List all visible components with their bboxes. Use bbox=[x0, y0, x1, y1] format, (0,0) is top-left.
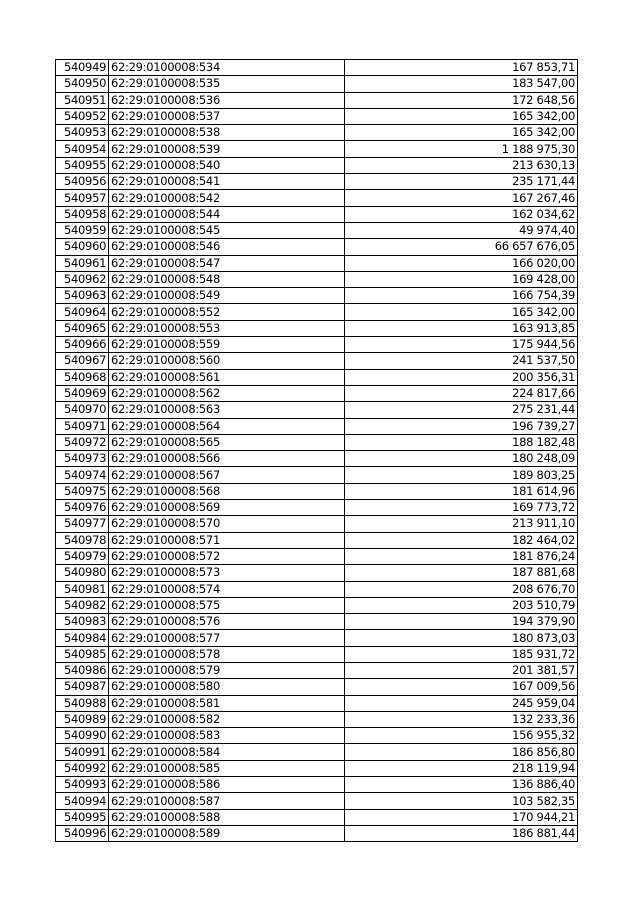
cadastral-number-cell: 62:29:0100008:538 bbox=[109, 125, 345, 141]
table-row bbox=[56, 92, 578, 108]
row-id-cell: 540967 bbox=[56, 353, 109, 369]
cadastral-number-cell: 62:29:0100008:584 bbox=[109, 744, 345, 760]
cadastral-number-cell: 62:29:0100008:534 bbox=[109, 60, 345, 76]
cadastral-number-cell: 62:29:0100008:553 bbox=[109, 320, 345, 336]
cadastral-value-cell: 194 379,90 bbox=[345, 614, 578, 630]
table-row bbox=[56, 385, 578, 401]
cadastral-value-cell: 182 464,02 bbox=[345, 532, 578, 548]
row-id-cell: 540955 bbox=[56, 157, 109, 173]
row-id-cell: 540972 bbox=[56, 434, 109, 450]
cadastral-number-cell: 62:29:0100008:568 bbox=[109, 483, 345, 499]
table-row bbox=[56, 174, 578, 190]
row-id-cell: 540986 bbox=[56, 662, 109, 678]
cadastral-value-cell: 156 955,32 bbox=[345, 728, 578, 744]
row-id-cell: 540980 bbox=[56, 565, 109, 581]
table-row bbox=[56, 239, 578, 255]
cadastral-number-cell: 62:29:0100008:537 bbox=[109, 108, 345, 124]
cadastral-value-cell: 162 034,62 bbox=[345, 206, 578, 222]
cadastral-number-cell: 62:29:0100008:573 bbox=[109, 565, 345, 581]
cadastral-number-cell: 62:29:0100008:588 bbox=[109, 809, 345, 825]
cadastral-number-cell: 62:29:0100008:562 bbox=[109, 385, 345, 401]
table-row bbox=[56, 108, 578, 124]
row-id-cell: 540953 bbox=[56, 125, 109, 141]
cadastral-number-cell: 62:29:0100008:575 bbox=[109, 597, 345, 613]
cadastral-number-cell: 62:29:0100008:587 bbox=[109, 793, 345, 809]
row-id-cell: 540978 bbox=[56, 532, 109, 548]
row-id-cell: 540977 bbox=[56, 516, 109, 532]
cadastral-value-cell: 224 817,66 bbox=[345, 385, 578, 401]
table-row bbox=[56, 597, 578, 613]
cadastral-number-cell: 62:29:0100008:579 bbox=[109, 662, 345, 678]
cadastral-value-cell: 208 676,70 bbox=[345, 581, 578, 597]
cadastral-number-cell: 62:29:0100008:559 bbox=[109, 337, 345, 353]
cadastral-number-cell: 62:29:0100008:536 bbox=[109, 92, 345, 108]
cadastral-value-cell: 170 944,21 bbox=[345, 809, 578, 825]
cadastral-number-cell: 62:29:0100008:565 bbox=[109, 434, 345, 450]
cadastral-value-cell: 172 648,56 bbox=[345, 92, 578, 108]
table-row bbox=[56, 353, 578, 369]
cadastral-value-cell: 169 428,00 bbox=[345, 271, 578, 287]
row-id-cell: 540973 bbox=[56, 451, 109, 467]
cadastral-number-cell: 62:29:0100008:582 bbox=[109, 711, 345, 727]
cadastral-value-cell: 203 510,79 bbox=[345, 597, 578, 613]
cadastral-number-cell: 62:29:0100008:581 bbox=[109, 695, 345, 711]
table-row bbox=[56, 222, 578, 238]
cadastral-value-cell: 275 231,44 bbox=[345, 402, 578, 418]
table-row bbox=[56, 157, 578, 173]
row-id-cell: 540958 bbox=[56, 206, 109, 222]
cadastral-value-cell: 213 630,13 bbox=[345, 157, 578, 173]
table-row bbox=[56, 337, 578, 353]
cadastral-value-cell: 189 803,25 bbox=[345, 467, 578, 483]
cadastral-value-cell: 103 582,35 bbox=[345, 793, 578, 809]
cadastral-value-cell: 181 614,96 bbox=[345, 483, 578, 499]
cadastral-value-cell: 163 913,85 bbox=[345, 320, 578, 336]
cadastral-value-cell: 175 944,56 bbox=[345, 337, 578, 353]
cadastral-number-cell: 62:29:0100008:580 bbox=[109, 679, 345, 695]
table-row bbox=[56, 320, 578, 336]
row-id-cell: 540950 bbox=[56, 76, 109, 92]
cadastral-value-cell: 183 547,00 bbox=[345, 76, 578, 92]
table-row bbox=[56, 288, 578, 304]
cadastral-number-cell: 62:29:0100008:540 bbox=[109, 157, 345, 173]
cadastral-number-cell: 62:29:0100008:569 bbox=[109, 500, 345, 516]
row-id-cell: 540983 bbox=[56, 614, 109, 630]
cadastral-number-cell: 62:29:0100008:541 bbox=[109, 174, 345, 190]
row-id-cell: 540969 bbox=[56, 385, 109, 401]
row-id-cell: 540995 bbox=[56, 809, 109, 825]
cadastral-number-cell: 62:29:0100008:572 bbox=[109, 548, 345, 564]
cadastral-value-cell: 136 886,40 bbox=[345, 777, 578, 793]
cadastral-number-cell: 62:29:0100008:539 bbox=[109, 141, 345, 157]
cadastral-value-cell: 188 182,48 bbox=[345, 434, 578, 450]
cadastral-value-cell: 49 974,40 bbox=[345, 222, 578, 238]
cadastral-value-cell: 132 233,36 bbox=[345, 711, 578, 727]
row-id-cell: 540961 bbox=[56, 255, 109, 271]
cadastral-value-cell: 185 931,72 bbox=[345, 646, 578, 662]
row-id-cell: 540993 bbox=[56, 777, 109, 793]
table-row bbox=[56, 516, 578, 532]
row-id-cell: 540994 bbox=[56, 793, 109, 809]
table-row bbox=[56, 744, 578, 760]
cadastral-number-cell: 62:29:0100008:547 bbox=[109, 255, 345, 271]
cadastral-number-cell: 62:29:0100008:567 bbox=[109, 467, 345, 483]
cadastral-value-cell: 200 356,31 bbox=[345, 369, 578, 385]
cadastral-number-cell: 62:29:0100008:535 bbox=[109, 76, 345, 92]
row-id-cell: 540989 bbox=[56, 711, 109, 727]
table-row bbox=[56, 125, 578, 141]
cadastral-value-cell: 167 267,46 bbox=[345, 190, 578, 206]
table-row bbox=[56, 728, 578, 744]
table-row bbox=[56, 614, 578, 630]
cadastral-number-cell: 62:29:0100008:545 bbox=[109, 222, 345, 238]
row-id-cell: 540960 bbox=[56, 239, 109, 255]
cadastral-value-cell: 186 881,44 bbox=[345, 825, 578, 841]
table-row bbox=[56, 548, 578, 564]
row-id-cell: 540963 bbox=[56, 288, 109, 304]
row-id-cell: 540952 bbox=[56, 108, 109, 124]
cadastral-number-cell: 62:29:0100008:564 bbox=[109, 418, 345, 434]
row-id-cell: 540957 bbox=[56, 190, 109, 206]
cadastral-value-cell: 169 773,72 bbox=[345, 500, 578, 516]
row-id-cell: 540985 bbox=[56, 646, 109, 662]
row-id-cell: 540964 bbox=[56, 304, 109, 320]
row-id-cell: 540996 bbox=[56, 825, 109, 841]
row-id-cell: 540981 bbox=[56, 581, 109, 597]
cadastral-value-cell: 196 739,27 bbox=[345, 418, 578, 434]
table-row bbox=[56, 190, 578, 206]
table-row bbox=[56, 532, 578, 548]
row-id-cell: 540990 bbox=[56, 728, 109, 744]
row-id-cell: 540992 bbox=[56, 760, 109, 776]
row-id-cell: 540970 bbox=[56, 402, 109, 418]
table-row bbox=[56, 304, 578, 320]
row-id-cell: 540949 bbox=[56, 60, 109, 76]
cadastral-number-cell: 62:29:0100008:578 bbox=[109, 646, 345, 662]
cadastral-value-cell: 245 959,04 bbox=[345, 695, 578, 711]
table-row bbox=[56, 565, 578, 581]
row-id-cell: 540987 bbox=[56, 679, 109, 695]
cadastral-number-cell: 62:29:0100008:576 bbox=[109, 614, 345, 630]
table-row bbox=[56, 402, 578, 418]
cadastral-number-cell: 62:29:0100008:586 bbox=[109, 777, 345, 793]
row-id-cell: 540976 bbox=[56, 500, 109, 516]
table-row bbox=[56, 630, 578, 646]
cadastral-number-cell: 62:29:0100008:583 bbox=[109, 728, 345, 744]
row-id-cell: 540988 bbox=[56, 695, 109, 711]
cadastral-number-cell: 62:29:0100008:561 bbox=[109, 369, 345, 385]
cadastral-number-cell: 62:29:0100008:577 bbox=[109, 630, 345, 646]
table-row bbox=[56, 369, 578, 385]
cadastral-value-table bbox=[55, 59, 578, 842]
table-row bbox=[56, 809, 578, 825]
table-row bbox=[56, 141, 578, 157]
cadastral-value-cell: 166 020,00 bbox=[345, 255, 578, 271]
cadastral-number-cell: 62:29:0100008:552 bbox=[109, 304, 345, 320]
row-id-cell: 540975 bbox=[56, 483, 109, 499]
table-row bbox=[56, 679, 578, 695]
table-row bbox=[56, 500, 578, 516]
row-id-cell: 540951 bbox=[56, 92, 109, 108]
table-row bbox=[56, 483, 578, 499]
table-row bbox=[56, 825, 578, 841]
cadastral-value-cell: 235 171,44 bbox=[345, 174, 578, 190]
row-id-cell: 540968 bbox=[56, 369, 109, 385]
table-row bbox=[56, 581, 578, 597]
row-id-cell: 540991 bbox=[56, 744, 109, 760]
cadastral-value-cell: 165 342,00 bbox=[345, 108, 578, 124]
row-id-cell: 540956 bbox=[56, 174, 109, 190]
table-row bbox=[56, 206, 578, 222]
row-id-cell: 540979 bbox=[56, 548, 109, 564]
row-id-cell: 540959 bbox=[56, 222, 109, 238]
table-row bbox=[56, 646, 578, 662]
table-row bbox=[56, 271, 578, 287]
cadastral-value-cell: 167 009,56 bbox=[345, 679, 578, 695]
cadastral-number-cell: 62:29:0100008:542 bbox=[109, 190, 345, 206]
cadastral-number-cell: 62:29:0100008:585 bbox=[109, 760, 345, 776]
table-row bbox=[56, 711, 578, 727]
table-row bbox=[56, 662, 578, 678]
cadastral-value-cell: 180 248,09 bbox=[345, 451, 578, 467]
cadastral-number-cell: 62:29:0100008:548 bbox=[109, 271, 345, 287]
cadastral-number-cell: 62:29:0100008:571 bbox=[109, 532, 345, 548]
cadastral-number-cell: 62:29:0100008:566 bbox=[109, 451, 345, 467]
cadastral-number-cell: 62:29:0100008:549 bbox=[109, 288, 345, 304]
cadastral-value-cell: 1 188 975,30 bbox=[345, 141, 578, 157]
cadastral-value-cell: 166 754,39 bbox=[345, 288, 578, 304]
cadastral-number-cell: 62:29:0100008:589 bbox=[109, 825, 345, 841]
row-id-cell: 540965 bbox=[56, 320, 109, 336]
cadastral-value-cell: 181 876,24 bbox=[345, 548, 578, 564]
table-row bbox=[56, 695, 578, 711]
row-id-cell: 540966 bbox=[56, 337, 109, 353]
table-row bbox=[56, 76, 578, 92]
row-id-cell: 540954 bbox=[56, 141, 109, 157]
row-id-cell: 540982 bbox=[56, 597, 109, 613]
cadastral-number-cell: 62:29:0100008:574 bbox=[109, 581, 345, 597]
table-row bbox=[56, 434, 578, 450]
cadastral-value-cell: 201 381,57 bbox=[345, 662, 578, 678]
cadastral-value-cell: 241 537,50 bbox=[345, 353, 578, 369]
table-row bbox=[56, 777, 578, 793]
cadastral-value-cell: 187 881,68 bbox=[345, 565, 578, 581]
table-row bbox=[56, 255, 578, 271]
cadastral-value-cell: 186 856,80 bbox=[345, 744, 578, 760]
row-id-cell: 540984 bbox=[56, 630, 109, 646]
cadastral-number-cell: 62:29:0100008:570 bbox=[109, 516, 345, 532]
row-id-cell: 540962 bbox=[56, 271, 109, 287]
cadastral-value-cell: 66 657 676,05 bbox=[345, 239, 578, 255]
cadastral-value-cell: 167 853,71 bbox=[345, 60, 578, 76]
cadastral-number-cell: 62:29:0100008:560 bbox=[109, 353, 345, 369]
cadastral-number-cell: 62:29:0100008:544 bbox=[109, 206, 345, 222]
table-row bbox=[56, 760, 578, 776]
cadastral-value-cell: 213 911,10 bbox=[345, 516, 578, 532]
table-row bbox=[56, 793, 578, 809]
table-row bbox=[56, 418, 578, 434]
row-id-cell: 540971 bbox=[56, 418, 109, 434]
cadastral-number-cell: 62:29:0100008:546 bbox=[109, 239, 345, 255]
table-row bbox=[56, 467, 578, 483]
cadastral-number-cell: 62:29:0100008:563 bbox=[109, 402, 345, 418]
cadastral-value-cell: 165 342,00 bbox=[345, 304, 578, 320]
cadastral-value-cell: 218 119,94 bbox=[345, 760, 578, 776]
row-id-cell: 540974 bbox=[56, 467, 109, 483]
table-row bbox=[56, 60, 578, 76]
cadastral-value-cell: 165 342,00 bbox=[345, 125, 578, 141]
table-body bbox=[56, 60, 578, 842]
cadastral-value-cell: 180 873,03 bbox=[345, 630, 578, 646]
table-row bbox=[56, 451, 578, 467]
